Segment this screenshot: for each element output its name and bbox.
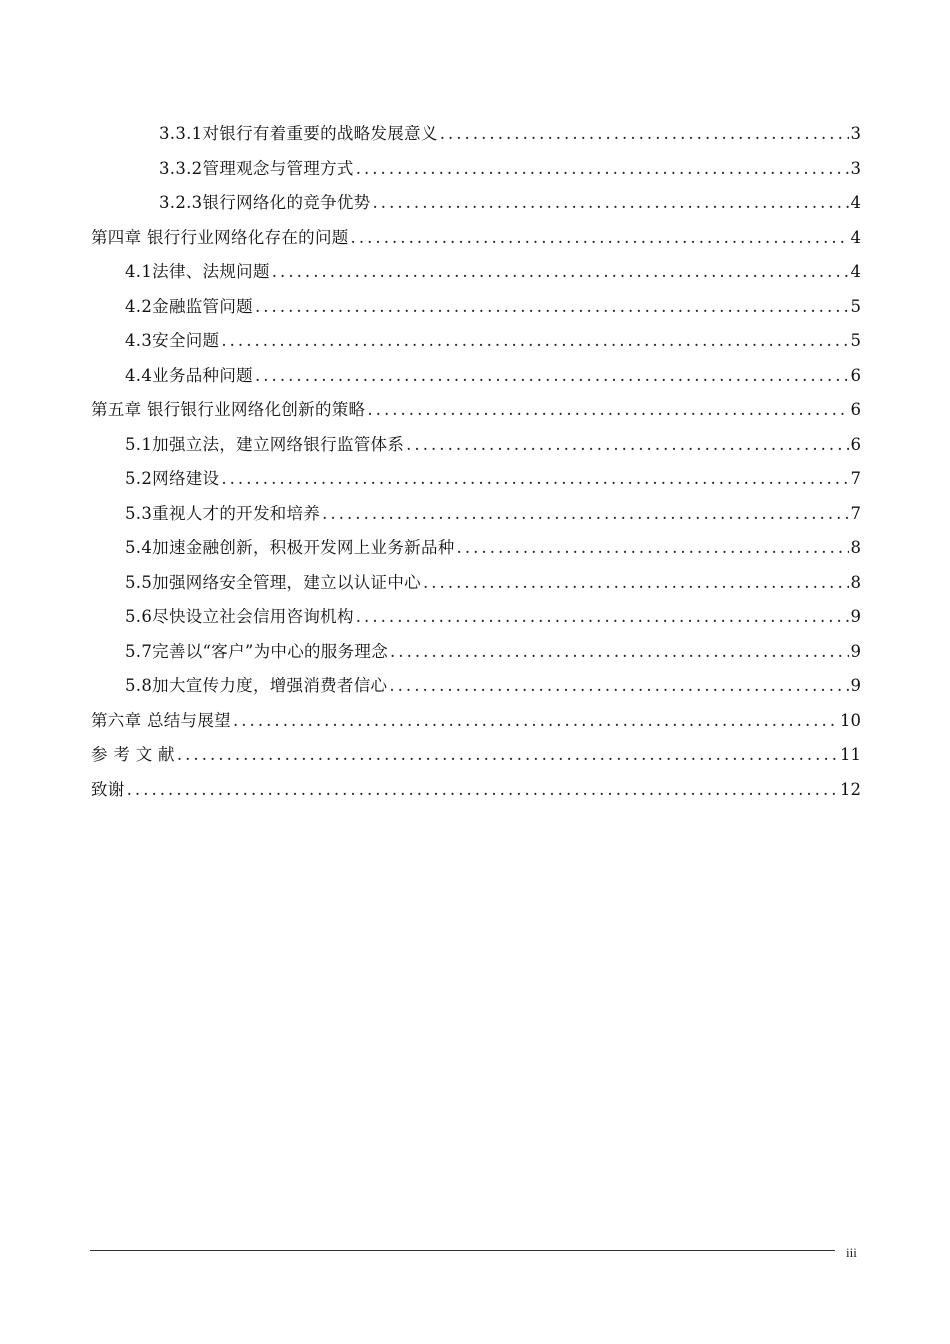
toc-entry[interactable] — [91, 290, 861, 325]
toc-dot-leader — [127, 773, 838, 808]
toc-entry-title: 4.1法律、法规问题 — [125, 262, 270, 281]
toc-dot-leader — [351, 221, 849, 256]
toc-entry-page-number: 4 — [850, 262, 861, 281]
toc-entry-title: 5.3重视人才的开发和培养 — [125, 503, 321, 523]
toc-entry-page-number: 5 — [850, 331, 861, 350]
toc-dot-leader — [322, 497, 848, 532]
toc-entry[interactable] — [91, 704, 861, 739]
toc-entry-title: 5.6尽快设立社会信用咨询机构 — [125, 607, 354, 626]
toc-dot-leader — [406, 428, 848, 463]
toc-entry-page-number: 7 — [850, 469, 861, 488]
toc-entry-title: 3.3.2管理观念与管理方式 — [159, 158, 354, 178]
toc-entry[interactable] — [91, 773, 861, 808]
toc-entry-title: 4.4业务品种问题 — [125, 365, 253, 385]
toc-entry-title: 5.7完善以“客户”为中心的服务理念 — [125, 641, 389, 661]
toc-entry-page-number: 8 — [850, 538, 861, 557]
toc-entry[interactable] — [91, 738, 861, 773]
toc-dot-leader — [372, 186, 848, 221]
toc-entry-page-number: 12 — [840, 779, 861, 799]
toc-entry-page-number: 6 — [850, 365, 861, 385]
table-of-contents — [91, 117, 861, 807]
toc-dot-leader — [457, 531, 849, 566]
toc-entry-page-number: 9 — [850, 607, 861, 626]
toc-entry-page-number: 7 — [850, 503, 861, 523]
toc-dot-leader — [177, 738, 838, 773]
toc-entry[interactable] — [91, 186, 861, 221]
toc-dot-leader — [255, 359, 849, 394]
toc-dot-leader — [255, 290, 849, 325]
toc-dot-leader — [440, 117, 849, 152]
toc-entry-page-number: 10 — [840, 710, 861, 730]
toc-entry-title: 5.1加强立法，建立网络银行监管体系 — [125, 434, 405, 454]
toc-entry-page-number: 8 — [850, 572, 861, 592]
toc-entry-title: 4.3安全问题 — [125, 331, 220, 350]
toc-entry-title: 5.4加速金融创新，积极开发网上业务新品种 — [125, 538, 455, 557]
toc-entry[interactable] — [91, 393, 861, 428]
toc-dot-leader — [367, 393, 848, 428]
toc-dot-leader — [356, 152, 849, 187]
toc-entry[interactable] — [91, 566, 861, 601]
toc-entry[interactable] — [91, 531, 861, 566]
toc-entry[interactable] — [91, 152, 861, 187]
toc-entry[interactable] — [91, 221, 861, 256]
toc-dot-leader — [221, 324, 848, 359]
toc-entry-page-number: 5 — [850, 296, 861, 316]
toc-entry[interactable] — [91, 600, 861, 635]
toc-entry-title: 第五章 银行银行业网络化创新的策略 — [91, 400, 366, 419]
toc-entry-title: 5.2网络建设 — [125, 469, 220, 488]
toc-entry-title: 5.5加强网络安全管理，建立以认证中心 — [125, 572, 421, 592]
toc-entry-page-number: 3 — [850, 158, 861, 178]
toc-entry-title: 致谢 — [91, 779, 125, 799]
toc-entry-title: 参 考 文 献 — [91, 745, 175, 764]
toc-entry-title: 第四章 银行行业网络化存在的问题 — [91, 227, 349, 247]
toc-entry-title: 3.2.3银行网络化的竞争优势 — [159, 193, 371, 212]
toc-dot-leader — [390, 635, 848, 670]
toc-entry-page-number: 4 — [850, 227, 861, 247]
toc-entry-page-number: 9 — [850, 641, 861, 661]
toc-dot-leader — [233, 704, 838, 739]
toc-entry-title: 4.2金融监管问题 — [125, 296, 253, 316]
toc-entry-title: 3.3.1对银行有着重要的战略发展意义 — [159, 124, 438, 143]
toc-dot-leader — [389, 669, 848, 704]
toc-entry[interactable] — [91, 462, 861, 497]
toc-entry[interactable] — [91, 635, 861, 670]
toc-entry-title: 5.8加大宣传力度，增强消费者信心 — [125, 676, 388, 695]
toc-entry[interactable] — [91, 669, 861, 704]
toc-entry-page-number: 6 — [850, 434, 861, 454]
toc-entry-title: 第六章 总结与展望 — [91, 710, 231, 730]
page-number: iii — [846, 1245, 857, 1260]
toc-entry[interactable] — [91, 117, 861, 152]
toc-entry-page-number: 11 — [840, 745, 861, 764]
toc-entry-page-number: 9 — [850, 676, 861, 695]
toc-entry-page-number: 4 — [850, 193, 861, 212]
toc-entry[interactable] — [91, 255, 861, 290]
toc-entry-page-number: 6 — [850, 400, 861, 419]
toc-entry[interactable] — [91, 324, 861, 359]
footer-rule — [90, 1250, 835, 1251]
toc-entry[interactable] — [91, 497, 861, 532]
toc-dot-leader — [272, 255, 849, 290]
toc-dot-leader — [221, 462, 848, 497]
toc-dot-leader — [356, 600, 849, 635]
toc-entry-page-number: 3 — [850, 124, 861, 143]
toc-dot-leader — [423, 566, 849, 601]
toc-entry[interactable] — [91, 359, 861, 394]
toc-entry[interactable] — [91, 428, 861, 463]
